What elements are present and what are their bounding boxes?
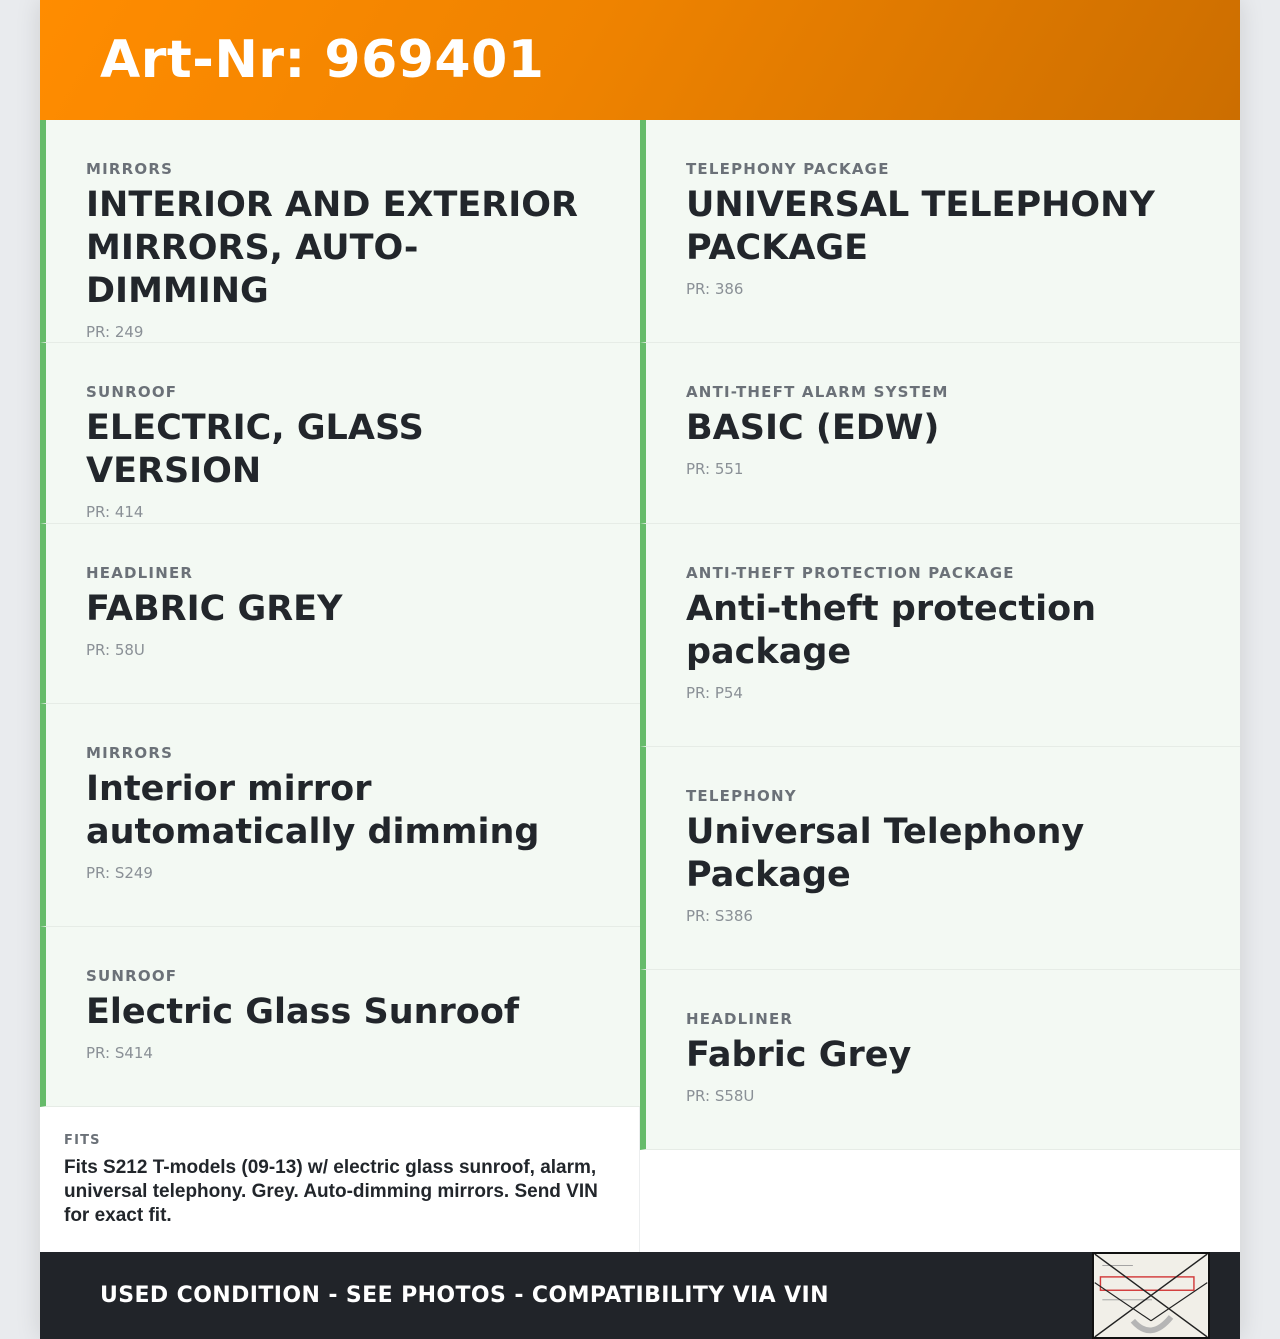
option-cell: [640, 970, 1240, 1150]
option-pr-code: PR: 386: [686, 280, 744, 298]
option-title: UNIVERSAL TELEPHONY PACKAGE: [686, 185, 1155, 268]
option-category: HEADLINER: [86, 564, 194, 582]
option-category: TELEPHONY: [686, 787, 797, 805]
option-cell: [40, 524, 640, 704]
product-sheet: [40, 0, 1240, 1339]
option-category: MIRRORS: [86, 160, 174, 178]
option-cell: [40, 120, 640, 343]
option-cell: [640, 747, 1240, 970]
footer-text: USED CONDITION - SEE PHOTOS - COMPATIBILITY VIA VIN: [100, 1283, 829, 1308]
option-pr-code: PR: S249: [86, 864, 153, 882]
option-title: BASIC (EDW): [686, 408, 940, 448]
fits-label: FITS: [64, 1133, 101, 1148]
document-photo-icon: [1094, 1254, 1208, 1337]
option-category: ANTI-THEFT PROTECTION PACKAGE: [686, 564, 1015, 582]
option-title: INTERIOR AND EXTERIOR MIRRORS, AUTO-DIMMING: [86, 185, 578, 311]
footer-bar: [40, 1252, 1240, 1339]
option-category: ANTI-THEFT ALARM SYSTEM: [686, 383, 949, 401]
right-column: [640, 120, 1240, 1252]
option-title: FABRIC GREY: [86, 589, 343, 629]
left-column: [40, 120, 640, 1252]
option-title: Interior mirror automatically dimming: [86, 769, 540, 852]
option-cell: [40, 704, 640, 927]
option-cell: [640, 524, 1240, 747]
fits-text: Fits S212 T-models (09-13) w/ electric glass sunroof, alarm, universal telephony. Grey. Auto-dimming mirrors. Send VIN for exact fit.: [64, 1157, 598, 1226]
option-columns: [40, 120, 1240, 1252]
option-category: TELEPHONY PACKAGE: [686, 160, 890, 178]
option-pr-code: PR: 58U: [86, 641, 145, 659]
document-photo-thumbnail[interactable]: [1092, 1252, 1210, 1339]
option-cell: [640, 343, 1240, 524]
option-pr-code: PR: S58U: [686, 1087, 755, 1105]
option-cell: [640, 120, 1240, 343]
option-pr-code: PR: 551: [686, 460, 744, 478]
option-title: ELECTRIC, GLASS VERSION: [86, 408, 424, 491]
option-cell: [40, 343, 640, 524]
option-title: Fabric Grey: [686, 1035, 912, 1075]
option-cell: [40, 927, 640, 1107]
header-bar: [40, 0, 1240, 120]
option-category: SUNROOF: [86, 383, 178, 401]
option-pr-code: PR: S414: [86, 1044, 153, 1062]
fits-section: [40, 1107, 640, 1252]
option-title: Electric Glass Sunroof: [86, 992, 520, 1032]
option-category: SUNROOF: [86, 967, 178, 985]
option-category: HEADLINER: [686, 1010, 794, 1028]
page-title: Art-Nr: 969401: [100, 30, 545, 90]
option-title: Anti-theft protection package: [686, 589, 1097, 672]
option-pr-code: PR: 414: [86, 503, 144, 521]
option-pr-code: PR: 249: [86, 323, 144, 341]
option-title: Universal Telephony Package: [686, 812, 1085, 895]
option-category: MIRRORS: [86, 744, 174, 762]
option-pr-code: PR: S386: [686, 907, 753, 925]
option-pr-code: PR: P54: [686, 684, 743, 702]
